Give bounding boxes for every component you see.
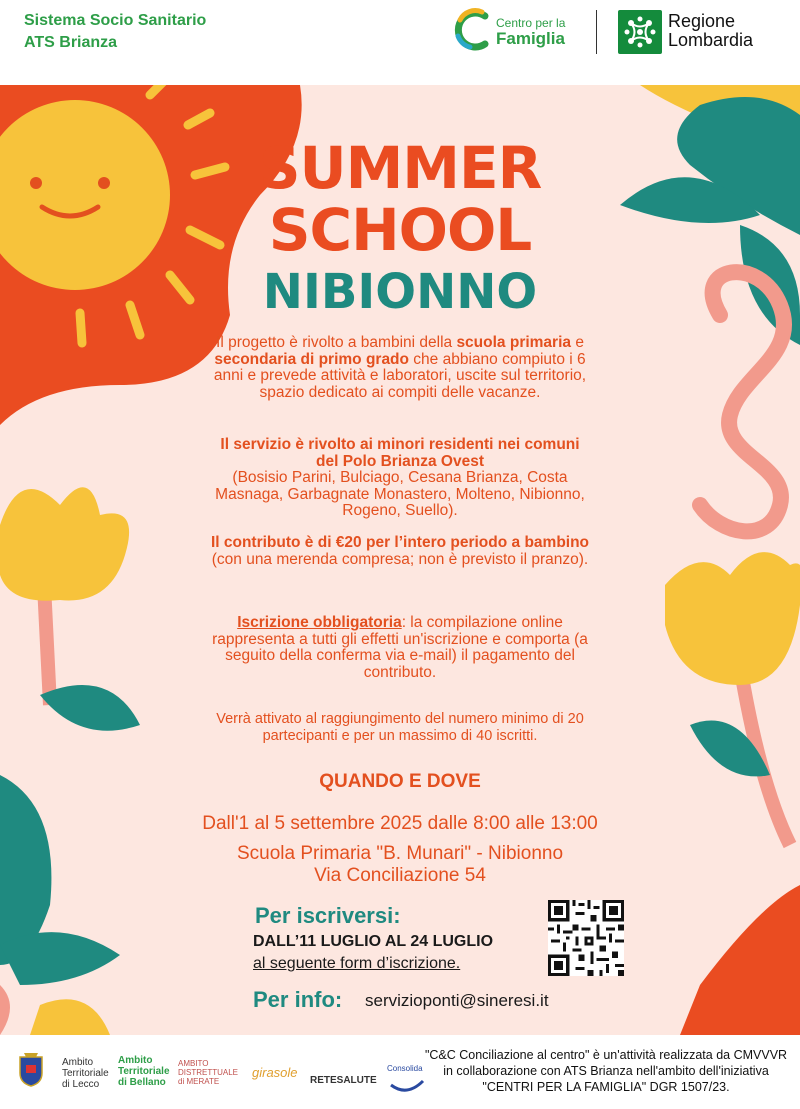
registration-form-link[interactable]: al seguente form d’iscrizione. [253, 955, 461, 972]
consolida-label: Consolida [387, 1064, 423, 1073]
header-divider [596, 10, 597, 54]
intro-text-a: Il progetto è rivolto a bambini della [216, 334, 457, 351]
logo-retesalute: RETESALUTE [310, 1075, 377, 1086]
org-line1: Sistema Socio Sanitario [24, 12, 207, 29]
footer-note: "C&C Conciliazione al centro" è un'attività realizzata da CMVVVR in collaborazione con ATS Brianza nell'ambito dell'iniziativa "CENTRI PER LA FAMIGLIA" DGR 1507/23. [424, 1048, 788, 1094]
logo-ambito-bellano [118, 1055, 170, 1088]
bottom-left-leaves [0, 932, 120, 1035]
intro-bold-secondary: secondaria di primo grado [214, 350, 409, 368]
title-line2: SCHOOL [268, 196, 532, 264]
right-flower [665, 552, 800, 1035]
event-dates: Dall'1 al 5 settembre 2025 dalle 8:00 alle 13:00 [202, 813, 598, 834]
header [0, 0, 800, 85]
fee-paragraph [210, 535, 590, 568]
lecco-line2: Territoriale [62, 1068, 109, 1079]
family-c-icon [452, 6, 492, 54]
residents-bold: Il servizio è rivolto ai minori residenti nei comuni del Polo Brianza Ovest [220, 436, 580, 470]
lecco-line1: Ambito [62, 1057, 94, 1068]
intro-paragraph [210, 335, 590, 401]
merate-line2: DISTRETTUALE [178, 1068, 239, 1077]
rosa-camuna-icon [618, 10, 662, 54]
intro-text-c: e [571, 334, 584, 351]
lecco-line3: di Lecco [62, 1079, 100, 1090]
fee-bold: Il contributo è di €20 per l’intero periodo a bambino [210, 534, 590, 551]
qr-code-icon[interactable] [548, 900, 624, 976]
footer [0, 1035, 800, 1109]
ats-brianza-logo [24, 10, 206, 54]
region-line1: Regione [668, 11, 736, 31]
info-email-link[interactable]: servizioponti@sineresi.it [365, 991, 549, 1010]
logo-ambito-lecco [62, 1057, 109, 1090]
title-line3: NIBIONNO [262, 264, 538, 320]
region-line2: Lombardia [668, 30, 754, 50]
logo-girasole: girasole [252, 1065, 298, 1080]
registration-dates: DALL’11 LUGLIO AL 24 LUGLIO [253, 933, 494, 950]
merate-line1: AMBITO [178, 1059, 209, 1068]
event-place: Scuola Primaria "B. Munari" - Nibionno [236, 843, 564, 864]
bellano-line2: Territoriale [118, 1066, 170, 1077]
bellano-line1: Ambito [118, 1055, 153, 1066]
activation-paragraph: Verrà attivato al raggiungimento del numero minimo di 20 partecipanti e per un massimo di 40 iscritti. [216, 711, 584, 744]
merate-line3: di MERATE [178, 1077, 220, 1086]
bellano-line3: di Bellano [118, 1077, 166, 1088]
intro-bold-primary: scuola primaria [456, 334, 572, 351]
cpf-line1: Centro per la [496, 16, 566, 30]
left-flower [0, 487, 140, 965]
registration-required-paragraph [210, 615, 590, 681]
cpf-line2: Famiglia [496, 29, 565, 48]
intro-text-e: che abbiano compiuto i 6 anni e prevede attività e laboratori, uscite sul territorio, spazio dedicato ai compiti delle vacanze. [213, 350, 587, 401]
municipality-crest-icon [18, 1053, 44, 1087]
poster [0, 85, 800, 1035]
event-address: Via Conciliazione 54 [314, 865, 486, 886]
centro-per-la-famiglia-logo [452, 6, 584, 62]
org-line2: ATS Brianza [24, 34, 118, 51]
logo-ambito-merate [178, 1059, 238, 1086]
when-where-heading: QUANDO E DOVE [319, 771, 481, 792]
registration-required-text: : la compilazione online rappresenta a tutti gli effetti un'iscrizione e comporta (a seguito della conferma via e-mail) il pagamento del contributo. [212, 614, 588, 681]
registration-label: Per iscriversi: [255, 903, 401, 928]
regione-lombardia-logo [618, 10, 788, 56]
residents-paragraph [210, 437, 590, 520]
fee-note: (con una merenda compresa; non è previsto il pranzo). [211, 550, 589, 568]
residents-list: (Bosisio Parini, Bulciago, Cesana Brianza, Costa Masnaga, Garbagnate Monastero, Molteno, Nibionno, Rogeno, Suello). [215, 469, 585, 519]
registration-required-bold: Iscrizione obbligatoria [237, 614, 402, 631]
info-label: Per info: [253, 987, 343, 1012]
title-line1: SUMMER [258, 134, 542, 202]
